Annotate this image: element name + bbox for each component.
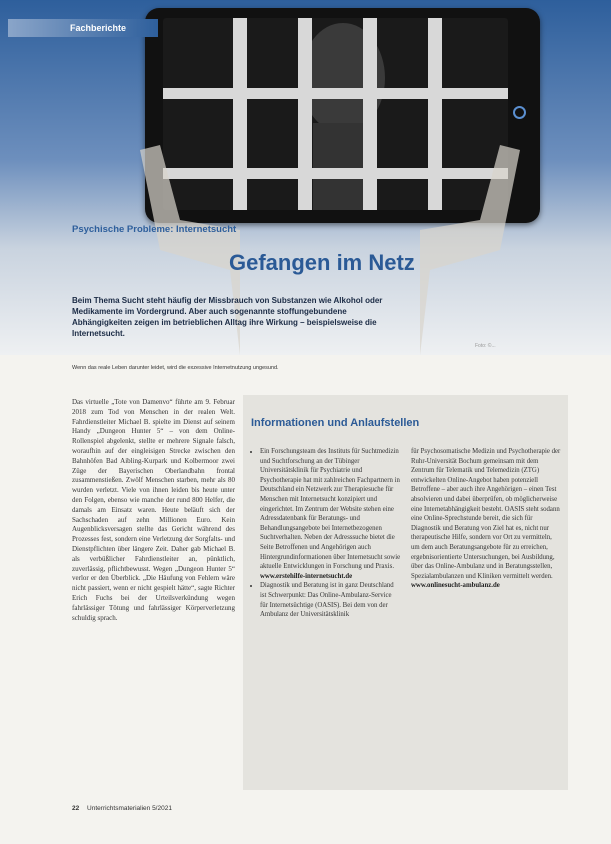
article-title: Gefangen im Netz [229,250,415,275]
info-column-right [411,447,561,591]
image-caption: Wenn das reale Leben darunter leidet, wird die exzessive Internetnutzung ungesund. [72,365,279,371]
hero-image [0,0,611,355]
article-lead: Beim Thema Sucht steht häufig der Missbrauch von Substanzen wie Alkohol oder Medikamente im Vordergrund. Aber auch sogenannte stoffungebundene Abhängigkeiten zeigen im betrieblichen Alltag ihre Wirkung – beispielsweise die Internetsucht. [72,296,383,338]
info-box-title: Informationen und Anlaufstellen [251,417,420,429]
list-item: • Diagnostik und Beratung ist in ganz Deutschland ist Schwerpunkt: Das Online-Ambulanz-Service für Internetsüchtige (OASIS). Bei dem von der Ambulanz der Universitätsklinik [260,581,401,619]
info-box [243,395,568,790]
article-kicker: Psychische Probleme: Internetsucht [72,224,237,235]
camera-icon [513,106,526,119]
list-item [260,447,401,581]
article-body: Das virtuelle „Tote von Damenvo“ führte am 9. Februar 2018 zum Tod von Menschen in der realen Welt. Fahrdienstleiter Michael B. spielte im Dienst auf seinem Handy „Dungeon Hunter 5“ – von dem Online-Rollenspiel abgelenkt, stellte er mehrere Signale falsch, woraufhin auf der eingleisigen Strecke zwischen den Bahnhöfen Bad Aibling-Kurpark und Kolbermoor zwei Züge der Bayerischen Oberlandbahn frontal zusammenstießen. Zwölf Menschen starben, mehr als 80 wurden verletzt. Viele von ihnen leiden bis heute unter den Folgen, ebenso wie manche der rund 800 Helfer, die damals am Einsatz waren. Heute beläuft sich der Sachschaden auf zehn Millionen Euro. Kein Augenblicksversagen stellte das Gericht während des Prozesses fest, sondern eine Verletzung der Sorgfalts- und Dienstpflichten über längere Zeit. Daher gab Michael B. als verbüßlicher Fahrdienstleiter an, pünktlich, zuverlässig, pflichtbewusst. Wegen „Dungeon Hunter 5“ verlor er den Überblick. „Die Häufung von Fehlern wäre nicht passiert, wenn er nicht gespielt hätte“, sagte Richter Erich Fuchs bei der Urteilsverkündung wegen fahrlässiger Tötung und fahrlässiger Körperverletzung schuldig sprach. [72,398,235,622]
info-column-left [251,447,401,620]
page-number: 22 [72,805,80,812]
magazine-name: Unterrichtsmaterialien 5/2021 [87,805,172,812]
info-text: Ein Forschungsteam des Instituts für Suchtmedizin und Suchtforschung an der Tübinger Universitätsklinik für Psychiatrie und Psychotherapie hat mit zahlreichen Fachpartnern in Deutschland ein Netzwerk zur Therapiesuche für Menschen mit Internetsucht konzipiert und eingerichtet. Im Zentrum der Website stehen eine Adressdatenbank für Beratungs- und Behandlungsangebote bei Internetbezogenen Suchtverhalten. Neben der Adresssuche bietet die Seite Betroffenen und Angehörigen auch Hintergrundinformationen über Internetsucht sowie aktuelle Entwicklungen in Forschung und Praxis. [260,448,401,571]
photo-credit: Foto: ©... [475,343,496,349]
info-text: für Psychosomatische Medizin und Psychotherapie der Ruhr-Universität Bochum gemeinsam mit dem Zentrum für Telematik und Telemedizin (ZTG) entwickelten Online-Angebot haben potenziell Betroffene – aber auch ihre Angehörigen – einen Test absolvieren und dabei überprüfen, ob möglicherweise eine Internetabhängigkeit besteht. OASIS steht sodann eine Online-Sprechstunde bereit, die sich für Diagnostik und Beratung von Ziel hat es, nicht nur therapeutische Hilfe, sondern vor Ort zu vermitteln, um dem auch Beratungsangebote für zu erreichen, ergebnisorientierte Untersuchungen, bei Ausbildung, über das Online-Ambulanz und in Beratungsstellen, Spezialambulanzen und Kliniken vermittelt werden. [411,448,561,580]
page-footer [72,805,172,812]
link-onlinesucht[interactable]: www.onlinesucht-ambulanz.de [411,582,500,590]
section-tag: Fachberichte [8,19,158,37]
link-erstehilfe[interactable]: www.erstehilfe-internetsucht.de [260,572,353,580]
